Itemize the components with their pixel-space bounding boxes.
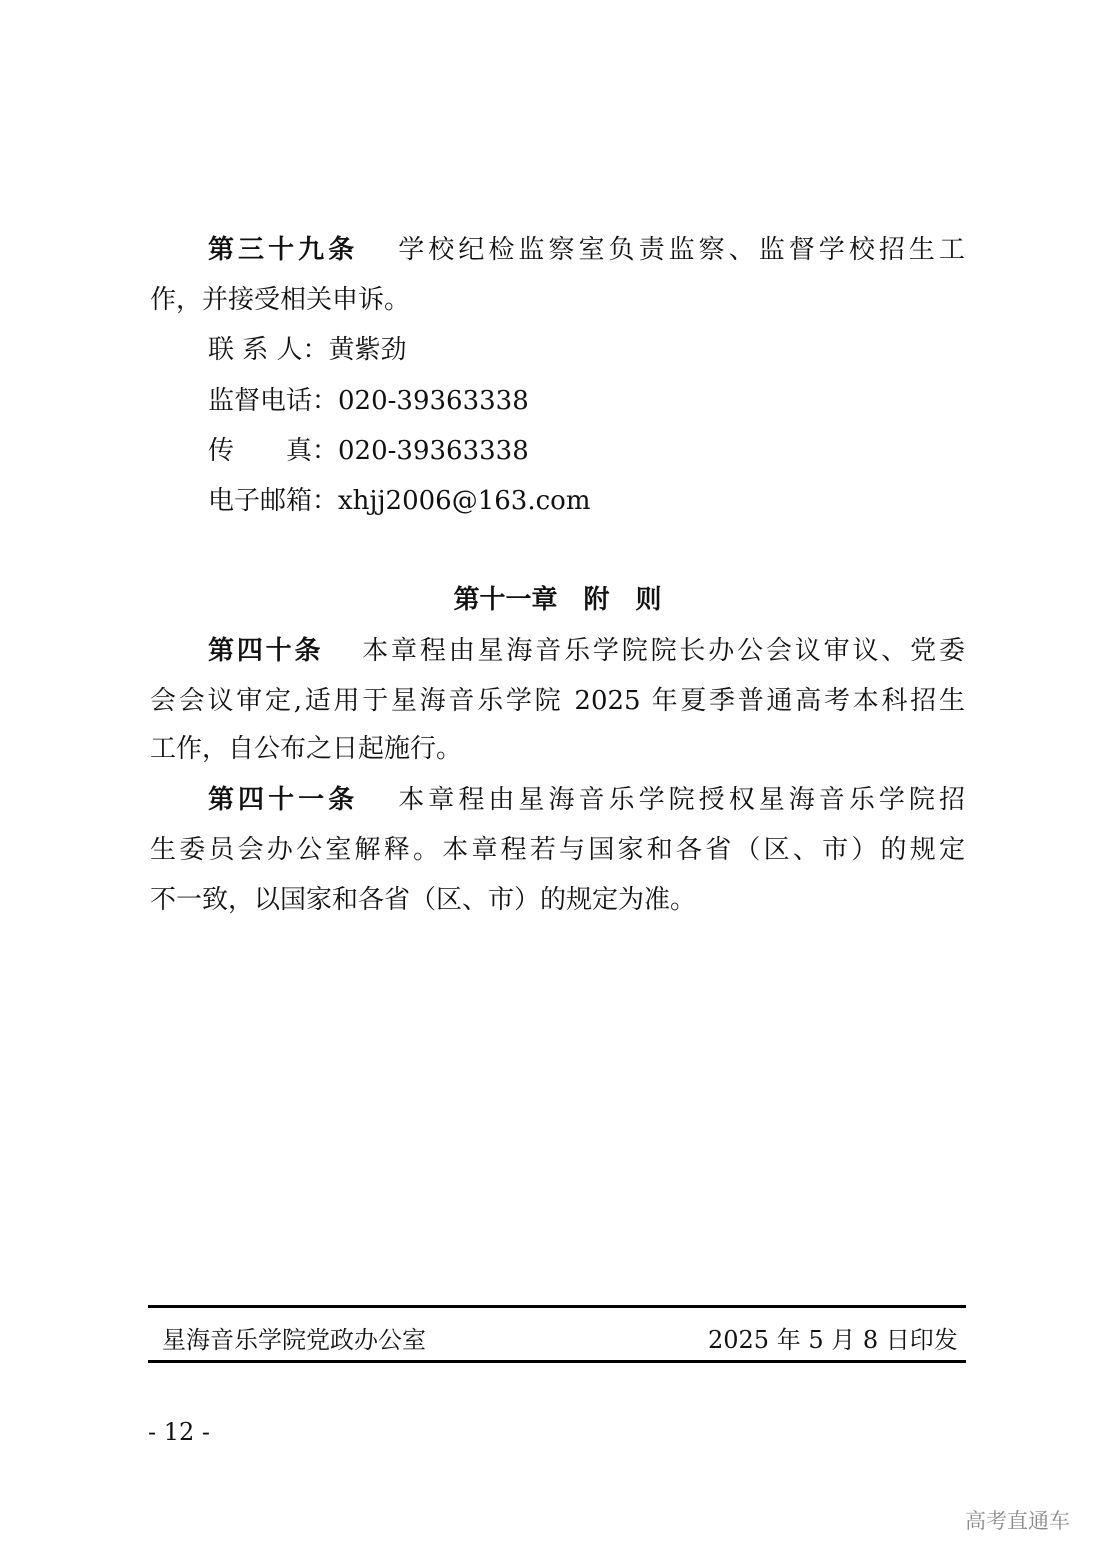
contact-label: 电子邮箱： — [208, 486, 339, 516]
article-39-line-1 — [208, 225, 965, 275]
article-41-line-3: 不一致，以国家和各省（区、市）的规定为准。 — [150, 885, 697, 915]
footer-issuer: 星海音乐学院党政办公室 — [162, 1326, 426, 1354]
article-41-text: 本章程由星海音乐学院授权星海音乐学院招 — [394, 785, 965, 815]
contact-fax — [208, 426, 965, 476]
article-39-heading: 第三十九条 — [208, 235, 359, 265]
contact-label: 传 真： — [208, 436, 339, 466]
article-40-line-3: 工作，自公布之日起施行。 — [150, 734, 463, 764]
article-40-heading: 第四十条 — [208, 636, 324, 666]
contact-label: 联 系 人： — [208, 335, 329, 365]
contact-phone — [208, 376, 965, 426]
article-41-heading: 第四十一条 — [208, 785, 359, 815]
article-40-line-2: 会会议审定,适用于星海音乐学院 2025 年夏季普通高考本科招生 — [150, 686, 965, 716]
article-41-line-2: 生委员会办公室解释。本章程若与国家和各省（区、市）的规定 — [150, 835, 965, 865]
email-link[interactable]: xhjj2006@163.com — [338, 486, 591, 516]
contact-value: 黄紫劲 — [328, 335, 407, 365]
article-40-line-1 — [208, 626, 965, 676]
contact-person — [208, 325, 965, 375]
page-number: - 12 - — [148, 1418, 211, 1446]
article-41-line-1 — [208, 775, 965, 825]
article-39-line-2: 作，并接受相关申诉。 — [150, 285, 411, 315]
footer-top-rule — [148, 1305, 966, 1308]
chapter-title: 第十一章 附 则 — [453, 585, 662, 615]
contact-email — [208, 476, 965, 526]
contact-label: 监督电话： — [208, 386, 339, 416]
contact-value: 020-39363338 — [338, 386, 529, 416]
contact-value: 020-39363338 — [338, 436, 529, 466]
footer-date: 2025 年 5 月 8 日印发 — [708, 1326, 958, 1354]
watermark: 高考直通车 — [965, 1509, 1070, 1533]
footer-bottom-rule — [148, 1360, 966, 1363]
article-39-text: 学校纪检监察室负责监察、监督学校招生工 — [394, 235, 965, 265]
article-40-text: 本章程由星海音乐学院院长办公会议审议、党委 — [359, 636, 965, 666]
